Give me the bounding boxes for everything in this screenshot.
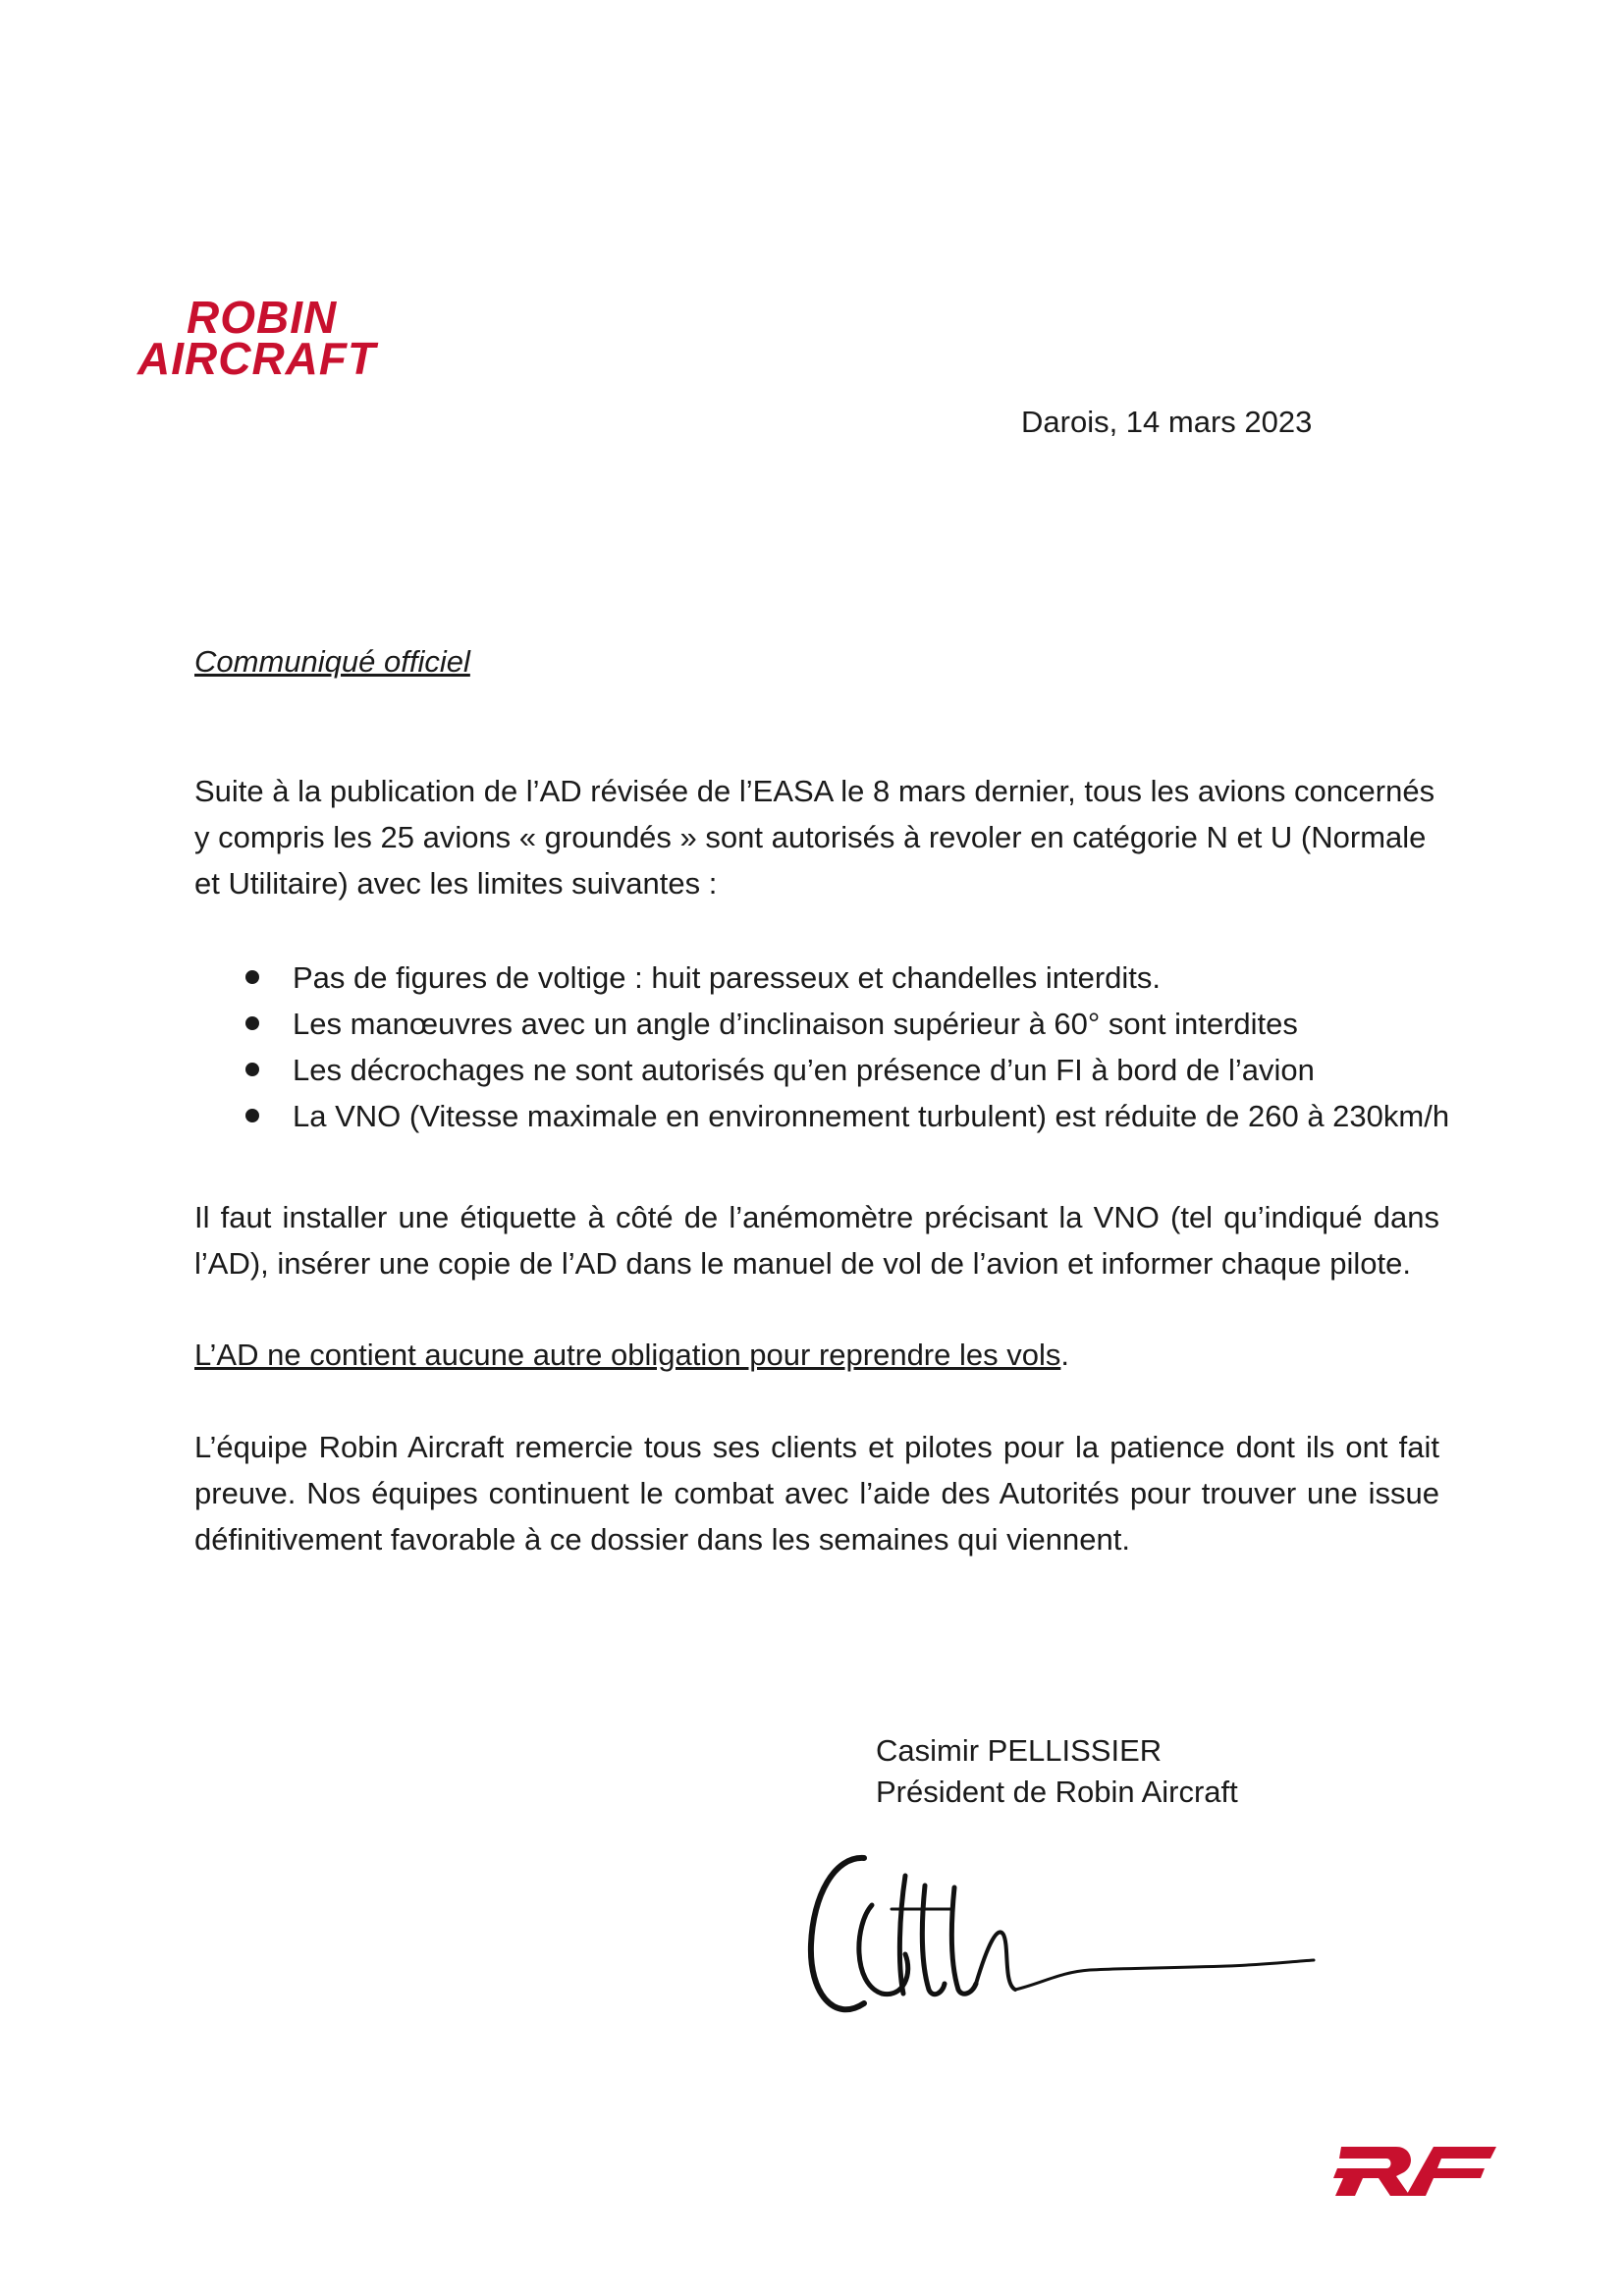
bullet-icon	[245, 1063, 259, 1076]
letter-date: Darois, 14 mars 2023	[1021, 405, 1313, 439]
bullet-icon	[245, 1109, 259, 1122]
bullet-icon	[245, 970, 259, 984]
list-item	[194, 955, 1471, 1001]
signatory-name: Casimir PELLISSIER	[876, 1733, 1163, 1768]
signatory-role: Président de Robin Aircraft	[876, 1775, 1238, 1809]
ra-monogram-icon	[1327, 2141, 1504, 2200]
notice-paragraph	[194, 1332, 1439, 1378]
robin-aircraft-logo	[137, 292, 452, 385]
limit-text: Pas de figures de voltige : huit paresseux et chandelles interdits.	[293, 960, 1162, 995]
notice-end: .	[1060, 1338, 1069, 1372]
closing-paragraph: L’équipe Robin Aircraft remercie tous ses clients et pilotes pour la patience dont ils ont fait preuve. Nos équipes continuent le combat avec l’aide des Autorités pour trouver une issue définitivement favorable à ce dossier dans les semaines qui viennent.	[194, 1430, 1439, 1557]
logo-wordmark	[137, 292, 452, 384]
notice-underlined: L’AD ne contient aucune autre obligation pour reprendre les vols	[194, 1338, 1061, 1372]
list-item	[194, 1001, 1471, 1047]
logo-line-robin: ROBIN	[187, 292, 338, 343]
list-item	[194, 1093, 1471, 1139]
signatory-block	[876, 1730, 1238, 1813]
instructions-paragraph: Il faut installer une étiquette à côté de l’anémomètre précisant la VNO (tel qu’indiqué dans l’AD), insérer une copie de l’AD dans le manuel de vol de l’avion et informer chaque pilote.	[194, 1200, 1439, 1281]
logo-line-aircraft: AIRCRAFT	[137, 333, 377, 384]
limit-text: La VNO (Vitesse maximale en environnement turbulent) est réduite de 260 à 230km/h	[293, 1099, 1450, 1133]
list-item	[194, 1047, 1471, 1093]
handwritten-signature	[795, 1836, 1325, 2033]
document-title: Communiqué officiel	[194, 644, 470, 679]
limits-list	[194, 955, 1471, 1139]
intro-paragraph: Suite à la publication de l’AD révisée de l’EASA le 8 mars dernier, tous les avions concernés y compris les 25 avions « groundés » sont autorisés à revoler en catégorie N et U (Normale et Utilitaire) avec les limites suivantes :	[194, 774, 1435, 901]
bullet-icon	[245, 1016, 259, 1030]
limit-text: Les décrochages ne sont autorisés qu’en présence d’un FI à bord de l’avion	[293, 1053, 1315, 1087]
limit-text: Les manœuvres avec un angle d’inclinaison supérieur à 60° sont interdites	[293, 1007, 1298, 1041]
